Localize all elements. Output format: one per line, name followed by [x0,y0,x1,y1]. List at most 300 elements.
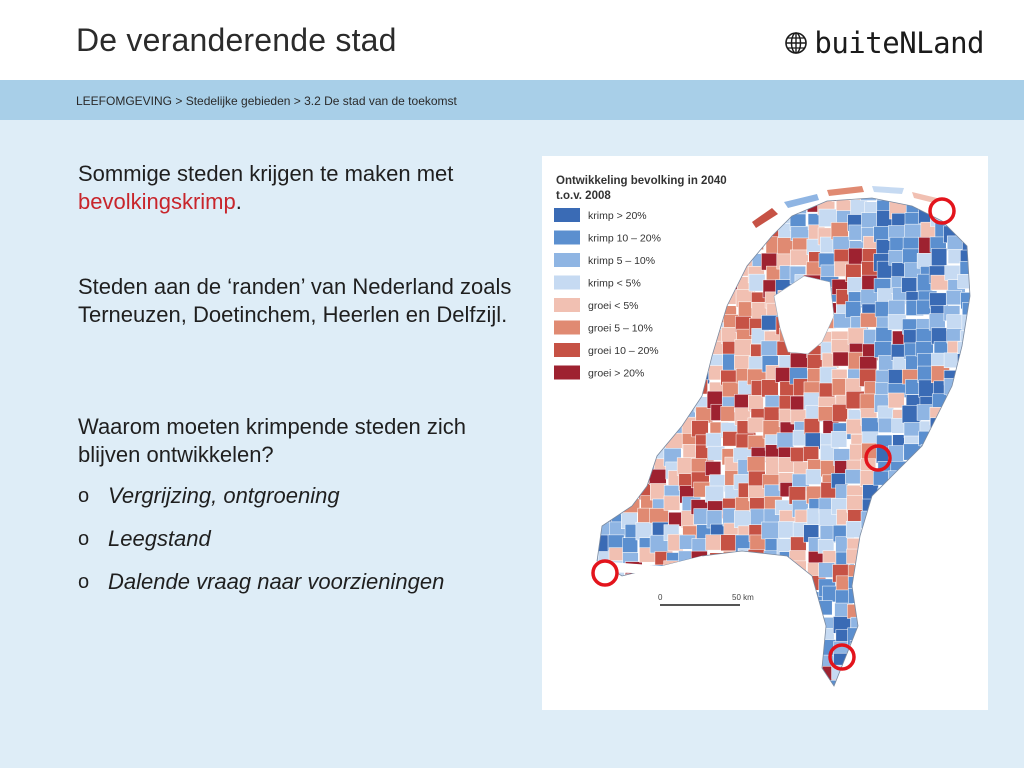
municipality-cell [654,319,672,334]
municipality-cell [972,628,987,643]
municipality-cell [599,433,616,447]
municipality-cell [582,495,599,509]
municipality-cell [610,422,629,437]
municipality-cell [766,690,784,706]
municipality-cell [733,236,752,252]
municipality-cell [750,196,766,212]
municipality-cell [654,280,671,297]
municipality-cell [653,574,671,588]
municipality-cell [707,240,724,256]
municipality-cell [636,694,655,710]
municipality-cell [682,589,698,604]
municipality-cell [609,444,628,462]
municipality-cell [919,512,938,527]
municipality-cell [948,615,965,633]
municipality-cell [850,695,866,710]
municipality-cell [737,667,752,683]
municipality-cell [735,213,751,230]
scale-end-label: 50 km [732,593,754,602]
municipality-cell [916,553,934,570]
municipality-cell [976,473,988,490]
municipality-cell [958,274,976,288]
municipality-cell [710,290,726,307]
municipality-cell [651,681,667,695]
municipality-cell [638,644,653,659]
municipality-cell [889,578,906,595]
municipality-cell [961,692,977,708]
municipality-cell [653,628,669,643]
municipality-cell [945,404,962,419]
municipality-cell [901,654,917,670]
municipality-cell [945,470,961,488]
municipality-cell [888,370,903,386]
municipality-cell [919,496,938,510]
municipality-cell [596,394,613,411]
municipality-cell [777,433,794,449]
municipality-cell [584,681,600,697]
municipality-cell [876,677,891,693]
municipality-cell [664,496,680,510]
municipality-cell [695,599,712,614]
municipality-cell [626,693,641,710]
municipality-cell [682,239,697,254]
municipality-cell [682,289,699,306]
municipality-cell [790,691,806,706]
municipality-cell [932,600,950,617]
municipality-cell [696,187,714,202]
municipality-cell [636,522,652,540]
municipality-cell [892,628,908,646]
bullet-text: Leegstand [108,526,211,551]
municipality-cell [778,631,796,648]
breadcrumb: LEEFOMGEVING > Stedelijke gebieden > 3.2 De stad van de toekomst [76,94,457,108]
municipality-cell [639,616,655,631]
municipality-cell [666,289,685,306]
municipality-cell [751,668,768,684]
municipality-cell [607,405,624,422]
municipality-cell [861,586,880,603]
municipality-cell [972,263,988,279]
municipality-cell [585,384,603,401]
municipality-cell [944,639,963,654]
municipality-cell [893,691,909,706]
municipality-cell [748,186,765,203]
municipality-cell [624,445,643,462]
municipality-cell [695,262,713,277]
municipality-cell [722,625,739,639]
municipality-cell [778,669,796,683]
municipality-cell [678,667,693,682]
municipality-cell [973,326,988,341]
municipality-cell [861,679,878,695]
municipality-cell [963,669,982,685]
municipality-cell [733,565,750,582]
municipality-cell [682,579,700,594]
municipality-cell [710,665,726,681]
municipality-cell [957,566,973,582]
municipality-cell [973,483,988,501]
municipality-cell [625,664,641,679]
municipality-cell [739,626,758,642]
municipality-cell [761,628,778,645]
municipality-cell [639,380,657,395]
municipality-cell [693,289,710,306]
municipality-cell [947,665,962,680]
legend-label: krimp 10 – 20% [588,232,661,245]
municipality-cell [790,250,808,265]
municipality-cell [875,669,892,684]
municipality-cell [626,590,645,605]
municipality-cell [861,213,878,228]
slide-header [0,0,1024,80]
municipality-cell [860,696,878,710]
municipality-cell [710,276,725,291]
municipality-cell [946,418,964,435]
municipality-cell [763,563,780,580]
municipality-cell [665,652,683,670]
municipality-cell [960,422,978,437]
municipality-cell [860,628,878,645]
municipality-cell [721,641,740,658]
municipality-cell [725,238,741,254]
municipality-cell [706,433,721,448]
municipality-cell [720,562,735,576]
map-legend [554,208,661,380]
municipality-cell [930,550,948,566]
municipality-cell [903,640,921,657]
municipality-cell [795,669,813,687]
municipality-cell [598,655,616,671]
municipality-cell [863,615,881,632]
municipality-cell [691,695,706,710]
scale-start-label: 0 [658,593,663,602]
municipality-cell [973,292,988,308]
municipality-cell [795,579,812,595]
legend-label: groei > 20% [588,367,645,380]
municipality-cell [624,186,639,203]
municipality-cell [748,681,767,698]
municipality-cell [724,603,743,621]
municipality-cell [665,301,682,317]
municipality-cell [919,431,935,446]
municipality-cell [963,470,980,485]
municipality-cell [749,274,765,291]
municipality-cell [972,540,988,557]
municipality-cell [763,588,779,604]
municipality-cell [612,485,630,502]
municipality-cell [640,448,657,463]
municipality-cell [860,394,875,411]
municipality-cell [918,639,937,655]
municipality-cell [973,681,988,695]
municipality-cell [821,680,836,697]
municipality-cell [831,339,849,353]
municipality-cell [958,601,974,617]
municipality-cell [823,693,842,708]
municipality-cell [948,562,964,579]
municipality-cell [959,627,978,643]
legend-label: krimp 5 – 10% [588,255,656,267]
municipality-cell [622,469,637,485]
municipality-cell [874,588,892,603]
municipality-cell [974,275,988,291]
municipality-cell [653,330,671,344]
municipality-cell [972,692,988,706]
municipality-cell [626,394,643,410]
municipality-cell [597,407,614,423]
municipality-cell [907,474,925,488]
municipality-cell [692,357,708,371]
municipality-cell [930,459,947,475]
municipality-cell [778,691,795,706]
municipality-cell [766,665,781,683]
municipality-cell [734,249,753,264]
municipality-cell [665,615,681,631]
municipality-cell [976,316,988,330]
municipality-cell [609,196,627,211]
municipality-cell [775,652,791,669]
municipality-cell [582,391,598,406]
municipality-cell [747,655,765,671]
municipality-cell [581,509,599,524]
municipality-cell [711,187,727,203]
municipality-cell [948,461,967,478]
municipality-cell [961,642,977,659]
municipality-cell [973,366,988,382]
municipality-cell [930,576,948,594]
municipality-cell [845,679,861,696]
municipality-cell [737,682,754,697]
municipality-cell [751,613,768,630]
municipality-cell [971,435,988,450]
municipality-cell [691,236,706,251]
municipality-cell [749,695,765,710]
municipality-cell [946,588,965,605]
municipality-cell [613,393,631,410]
municipality-cell [972,354,988,370]
municipality-cell [875,500,893,516]
bullet-item [78,568,538,611]
municipality-cell [665,317,681,332]
legend-label: krimp < 5% [588,277,641,290]
municipality-cell [584,627,602,644]
municipality-cell [666,695,685,710]
municipality-cell [595,640,612,656]
municipality-cell [916,578,932,593]
municipality-cell [765,638,783,653]
municipality-cell [876,642,894,660]
municipality-cell [780,600,795,615]
municipality-cell [792,630,810,645]
municipality-cell [722,215,740,232]
municipality-cell [901,577,917,592]
municipality-cell [947,574,965,589]
municipality-cell [636,433,653,450]
municipality-cell [918,486,936,500]
municipality-cell [639,682,657,700]
paragraph-shrinkage-text: Sommige steden krijgen te maken met [78,161,454,186]
municipality-cell [613,651,631,669]
municipality-cell [972,250,988,267]
municipality-cell [611,683,627,700]
municipality-cell [920,469,935,485]
municipality-cell [778,573,796,588]
municipality-cell [960,549,978,564]
municipality-cell [794,655,813,671]
municipality-cell [664,600,680,617]
municipality-cell [949,436,965,453]
municipality-cell [723,551,741,566]
municipality-cell [736,601,754,615]
municipality-cell [958,512,975,528]
municipality-cell [973,379,988,394]
municipality-cell [624,600,642,615]
municipality-cell [697,228,713,244]
municipality-cell [622,197,640,211]
municipality-cell [764,601,781,619]
municipality-cell [695,197,712,214]
municipality-cell [959,365,975,381]
municipality-cell [917,679,936,695]
municipality-cell [862,418,880,433]
municipality-cell [875,603,892,618]
municipality-cell [766,680,783,697]
municipality-cell [874,342,891,358]
municipality-cell [764,617,780,631]
map-title-line2: t.o.v. 2008 [556,190,611,202]
municipality-cell [640,395,659,409]
municipality-cell [707,210,722,225]
municipality-cell [930,681,947,695]
municipality-cell [819,563,835,578]
municipality-cell [611,640,629,657]
municipality-cell [902,668,917,686]
municipality-cell [679,301,696,316]
municipality-cell [679,599,695,616]
municipality-cell [794,614,811,629]
municipality-cell [865,522,882,538]
municipality-cell [963,654,982,672]
municipality-cell [903,604,921,620]
municipality-cell [762,522,780,539]
legend-label: groei 10 – 20% [588,345,659,357]
bullet-text: Dalende vraag naar voorzieningen [108,569,445,594]
municipality-cell [775,367,791,382]
municipality-cell [861,603,879,617]
municipality-cell [638,420,655,435]
legend-swatch [554,231,580,245]
municipality-cell [708,682,727,699]
municipality-cell [960,434,979,450]
bullet-marker: o [78,485,90,507]
logo-text: buiteNLand [814,26,984,60]
municipality-cell [641,578,658,593]
municipality-cell [723,263,740,277]
municipality-cell [735,224,751,239]
municipality-cell [948,524,964,539]
municipality-cell [677,342,692,358]
municipality-cell [681,354,697,368]
map-title-line1: Ontwikkeling bevolking in 2040 [556,175,727,187]
municipality-cell [733,573,752,587]
municipality-cell [597,586,612,601]
municipality-cell [780,565,798,580]
municipality-cell [890,592,907,607]
logo [784,26,984,60]
municipality-cell [709,618,725,632]
municipality-cell [640,627,656,642]
municipality-cell [640,667,656,685]
municipality-cell [930,538,947,555]
municipality-cell [678,213,696,229]
municipality-cell [904,422,920,437]
municipality-cell [975,444,988,461]
municipality-cell [779,617,797,633]
municipality-cell [695,315,711,332]
municipality-cell [691,277,708,293]
municipality-cell [636,652,651,667]
municipality-cell [907,562,922,578]
municipality-cell [848,588,866,603]
municipality-cell [735,339,753,356]
municipality-cell [932,430,949,446]
municipality-cell [975,199,988,217]
municipality-cell [917,666,934,680]
municipality-cell [972,461,988,479]
municipality-cell [639,408,655,424]
municipality-cell [917,626,936,641]
municipality-cell [921,444,937,462]
municipality-cell [597,499,612,513]
municipality-cell [832,692,847,709]
municipality-cell [946,487,965,502]
municipality-cell [901,588,917,603]
municipality-cell [907,617,926,634]
municipality-cell [904,444,923,460]
population-map-svg [542,156,988,710]
municipality-cell [654,405,669,421]
municipality-cell [695,327,713,343]
municipality-cell [974,551,988,568]
municipality-cell [707,266,723,284]
municipality-cell [903,249,920,263]
municipality-cell [625,383,643,398]
municipality-cell [887,565,905,579]
municipality-cell [694,576,712,590]
municipality-cell [669,407,687,422]
municipality-cell [722,250,738,268]
municipality-cell [920,524,938,538]
municipality-cell [579,485,597,500]
municipality-cell [664,340,681,358]
municipality-cell [652,381,670,399]
bullet-text: Vergrijzing, ontgroening [108,483,340,508]
municipality-cell [877,509,894,524]
municipality-cell [735,652,750,668]
municipality-cell [665,222,681,238]
municipality-cell [958,537,976,553]
municipality-cell [667,250,683,265]
municipality-cell [705,629,720,646]
municipality-cell [809,631,825,648]
municipality-cell [962,458,978,473]
municipality-cell [623,538,638,553]
municipality-cell [696,211,715,227]
municipality-cell [709,656,725,672]
municipality-cell [580,448,596,462]
municipality-cell [666,381,683,396]
municipality-cell [946,680,962,696]
